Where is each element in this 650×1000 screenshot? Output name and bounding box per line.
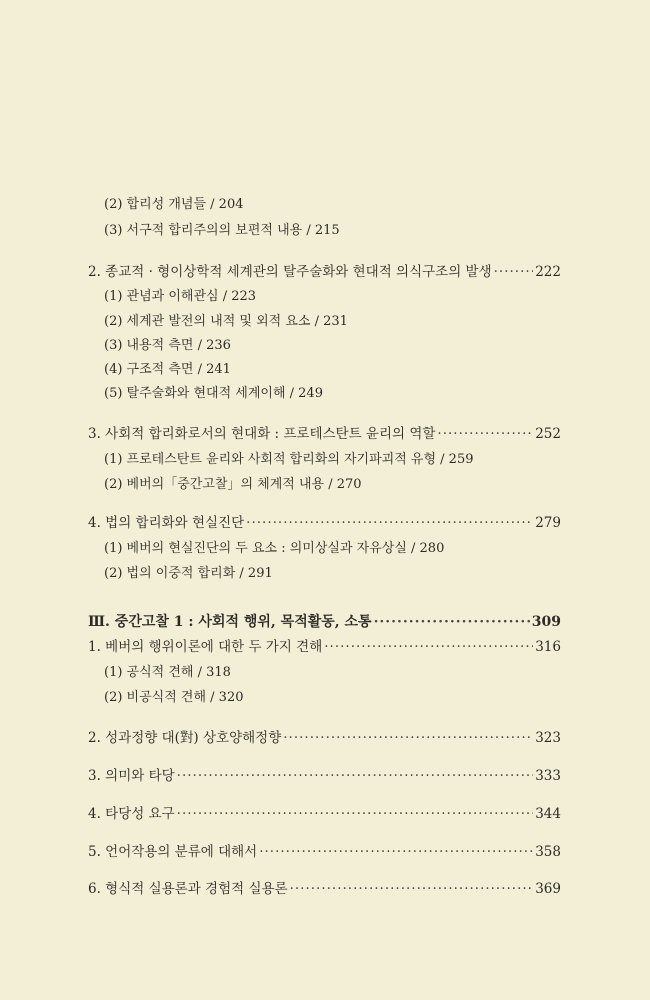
dot-leader xyxy=(290,880,534,898)
toc-entry-text: (1) 베버의 현실진단의 두 요소 : 의미상실과 자유상실 / 280 xyxy=(104,541,445,556)
toc-entry xyxy=(104,385,323,403)
toc-entry xyxy=(88,880,561,898)
toc-page-number: 333 xyxy=(535,768,561,784)
toc-entry xyxy=(88,729,561,747)
toc-entry-text: (1) 프로테스탄트 윤리와 사회적 합리화의 자기파괴적 유형 / 259 xyxy=(104,452,474,467)
toc-page-number: 222 xyxy=(535,264,561,280)
toc-page-number: 358 xyxy=(535,844,561,860)
toc-entry xyxy=(88,805,561,823)
dot-leader xyxy=(177,767,534,785)
toc-entry xyxy=(88,425,561,443)
toc-entry xyxy=(104,222,340,240)
toc-page-number: 309 xyxy=(531,614,561,630)
toc-entry-text: (2) 베버의「중간고찰」의 체계적 내용 / 270 xyxy=(104,477,362,492)
toc-page-number: 344 xyxy=(535,806,561,822)
toc-entry-text: (3) 서구적 합리주의의 보편적 내용 / 215 xyxy=(104,223,340,238)
toc-entry xyxy=(104,288,256,306)
dot-leader xyxy=(437,425,533,443)
toc-entry-text: 3. 의미와 타당 xyxy=(88,768,175,784)
toc-entry-text: (2) 합리성 개념들 / 204 xyxy=(104,197,244,212)
toc-entry-text: (2) 비공식적 견해 / 320 xyxy=(104,690,244,705)
dot-leader xyxy=(494,263,534,281)
toc-entry xyxy=(104,361,231,379)
toc-chapter-entry xyxy=(88,613,561,631)
toc-entry xyxy=(104,664,231,682)
toc-entry-text: (3) 내용적 측면 / 236 xyxy=(104,338,231,353)
toc-page-number: 279 xyxy=(535,515,561,531)
toc-entry xyxy=(104,451,474,469)
toc-entry-text: (2) 세계관 발전의 내적 및 외적 요소 / 231 xyxy=(104,314,348,329)
dot-leader xyxy=(259,843,533,861)
toc-entry xyxy=(88,514,561,532)
toc-entry-text: 1. 베버의 행위이론에 대한 두 가지 견해 xyxy=(88,639,323,655)
dot-leader xyxy=(177,805,534,823)
toc-entry xyxy=(104,476,362,494)
toc-entry-text: 2. 성과정향 대(對) 상호양해정향 xyxy=(88,730,282,746)
toc-page-number: 369 xyxy=(535,881,561,897)
toc-entry xyxy=(104,313,348,331)
toc-entry-text: 6. 형식적 실용론과 경험적 실용론 xyxy=(88,881,288,897)
toc-entry-text: (2) 법의 이중적 합리화 / 291 xyxy=(104,566,273,581)
toc-entry-text: (4) 구조적 측면 / 241 xyxy=(104,362,231,377)
toc-entry-text: 4. 타당성 요구 xyxy=(88,806,175,822)
toc-page-number: 323 xyxy=(535,730,561,746)
dot-leader xyxy=(324,638,533,656)
toc-entry-text: (1) 관념과 이해관심 / 223 xyxy=(104,289,257,304)
toc-entry xyxy=(88,263,561,281)
dot-leader xyxy=(374,613,530,631)
toc-entry xyxy=(104,565,273,583)
toc-entry xyxy=(88,638,561,656)
toc-entry-text: (1) 공식적 견해 / 318 xyxy=(104,665,231,680)
toc-entry-text: (5) 탈주술화와 현대적 세계이해 / 249 xyxy=(104,386,323,401)
toc-entry-text: 5. 언어작용의 분류에 대해서 xyxy=(88,844,258,860)
toc-entry-text: 3. 사회적 합리화로서의 현대화 : 프로테스탄트 윤리의 역할 xyxy=(88,426,436,442)
toc-page-number: 252 xyxy=(535,426,561,442)
toc-entry-text: 4. 법의 합리화와 현실진단 xyxy=(88,515,245,531)
toc-entry xyxy=(104,540,444,558)
toc-entry xyxy=(104,337,231,355)
toc-entry-text: 2. 종교적 · 형이상학적 세계관의 탈주술화와 현대적 의식구조의 발생 xyxy=(88,264,492,280)
toc-entry xyxy=(104,196,244,214)
toc-entry xyxy=(104,689,244,707)
toc-page-number: 316 xyxy=(535,639,561,655)
toc-entry xyxy=(88,767,561,785)
dot-leader xyxy=(283,729,533,747)
toc-chapter-text: Ⅲ. 중간고찰 1 : 사회적 행위, 목적활동, 소통 xyxy=(88,614,372,630)
toc-entry xyxy=(88,843,561,861)
dot-leader xyxy=(246,514,533,532)
